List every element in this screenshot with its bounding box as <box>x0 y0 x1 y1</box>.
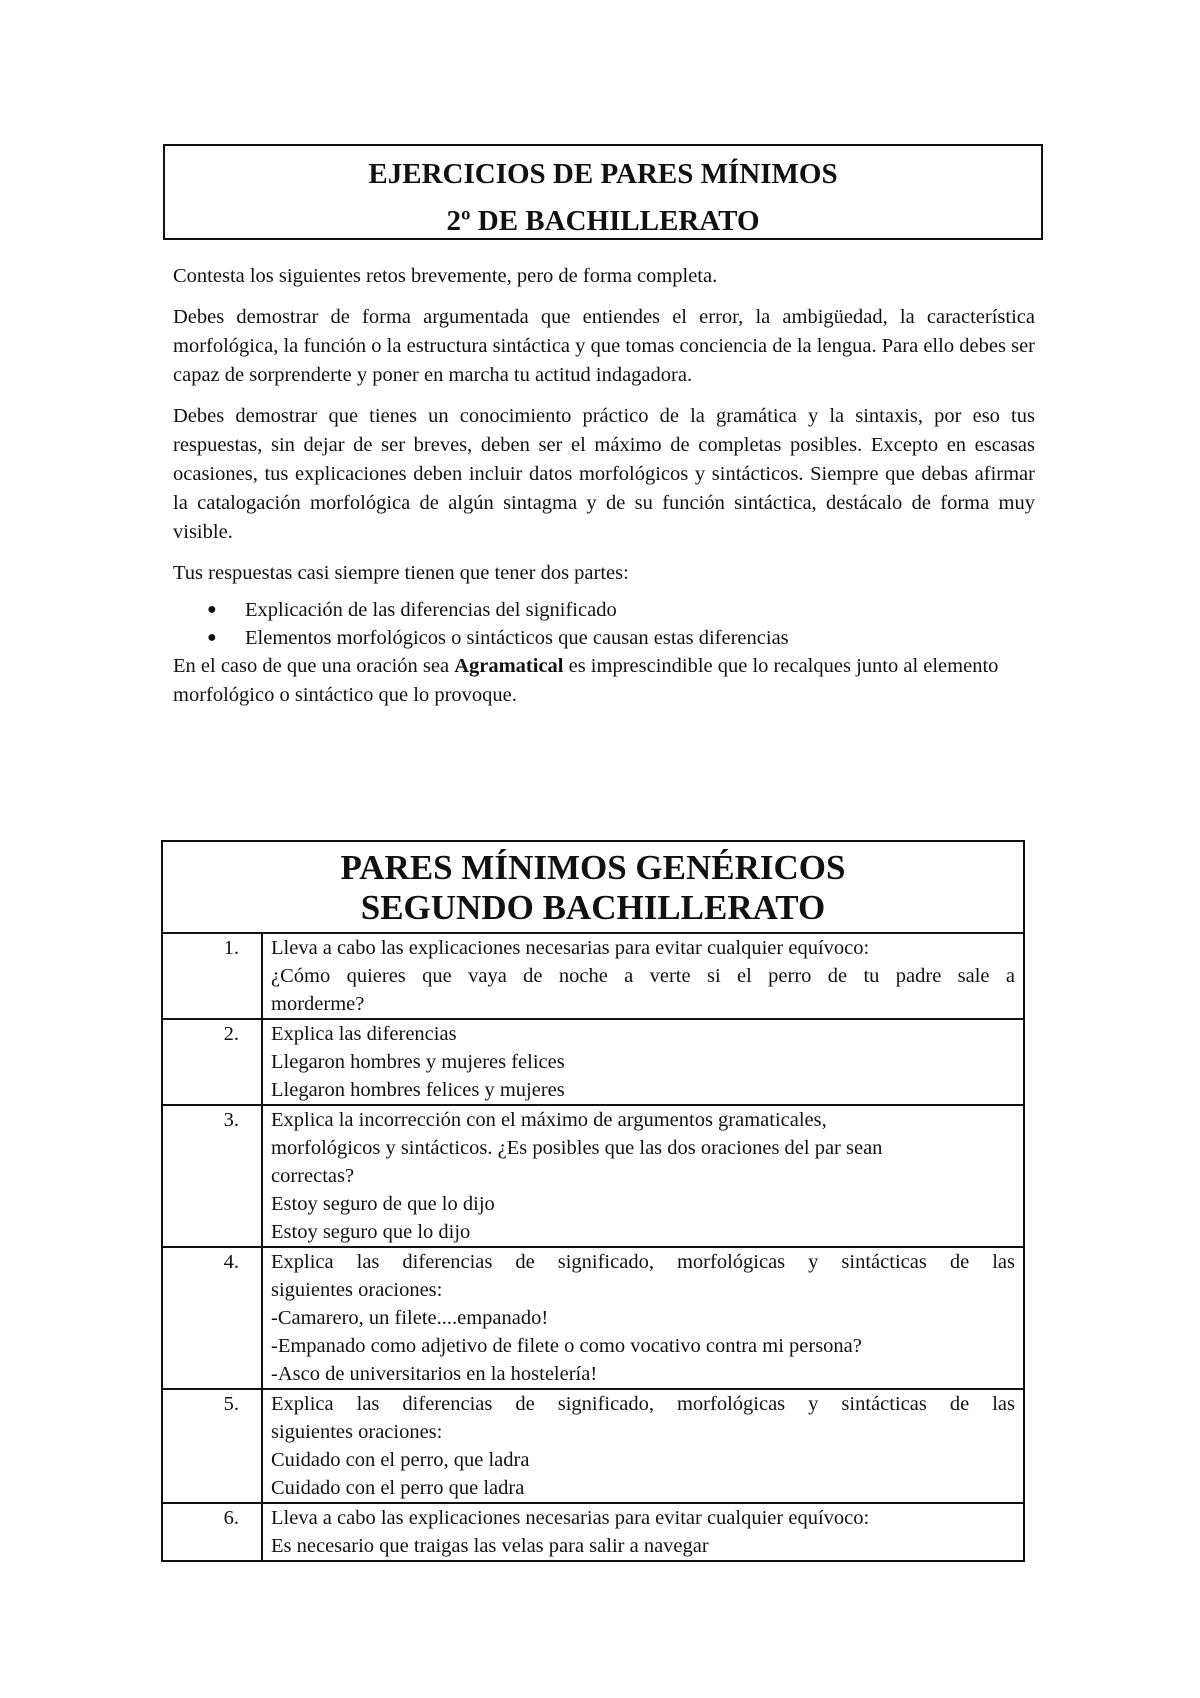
exercise-content: Explica las diferencias de significado, morfológicas y sintácticas de las siguientes oraciones: Cuidado con el perro, que ladra Cuidado con el perro que ladra <box>262 1389 1024 1503</box>
exercise-number: 3. <box>162 1105 262 1247</box>
instructions <box>173 262 1035 722</box>
exercise-number: 4. <box>162 1247 262 1389</box>
table-row <box>162 1389 1024 1503</box>
instruction-paragraph-2: Debes demostrar de forma argumentada que entiendes el error, la ambigüedad, la característica morfológica, la función o la estructura sintáctica y que tomas conciencia de la lengua. Para ello debes ser capaz de sorprenderte y poner en marcha tu actitud indagadora. <box>173 306 1035 386</box>
agramatical-bold: Agramatical <box>454 655 564 677</box>
exercise-content: Lleva a cabo las explicaciones necesarias para evitar cualquier equívoco: ¿Cómo quieres que vaya de noche a verte si el perro de tu padre sale a morderme? <box>262 933 1024 1019</box>
bullet-icon: ● <box>207 601 217 618</box>
exercise-content: Explica la incorrección con el máximo de argumentos gramaticales, morfológicos y sintácticos. ¿Es posibles que las dos oraciones del par sean correctas? Estoy seguro de que lo dijo Estoy seguro que lo dijo <box>262 1105 1024 1247</box>
document-title: EJERCICIOS DE PARES MÍNIMOS <box>368 158 838 190</box>
table-row <box>162 1503 1024 1561</box>
exercise-table <box>161 840 1025 1562</box>
instruction-paragraph-5: En el caso de que una oración sea Agramatical es imprescindible que lo recalques junto al elemento morfológico o sintáctico que lo provoque. <box>173 655 999 706</box>
exercise-content: Lleva a cabo las explicaciones necesarias para evitar cualquier equívoco: Es necesario que traigas las velas para salir a navegar <box>262 1503 1024 1561</box>
instruction-paragraph-3: Debes demostrar que tienes un conocimiento práctico de la gramática y la sintaxis, por eso tus respuestas, sin dejar de ser breves, deben ser el máximo de completas posibles. Excepto en escasas ocasiones, tus explicaciones deben incluir datos morfológicos y sintácticos. Siempre que debas afirmar la catalogación morfológica de algún sintagma y de su función sintáctica, destácalo de forma muy visible. <box>173 405 1035 543</box>
exercise-content: Explica las diferencias Llegaron hombres y mujeres felices Llegaron hombres felices y mujeres <box>262 1019 1024 1105</box>
instruction-paragraph-4: Tus respuestas casi siempre tienen que tener dos partes: <box>173 562 629 584</box>
exercise-number: 6. <box>162 1503 262 1561</box>
table-row <box>162 933 1024 1019</box>
table-heading-row <box>162 841 1024 933</box>
exercise-content: Explica las diferencias de significado, morfológicas y sintácticas de las siguientes oraciones: -Camarero, un filete....empanado! -Empanado como adjetivo de filete o como vocativo contra mi persona? -Asco de universitarios en la hostelería! <box>262 1247 1024 1389</box>
table-heading: PARES MÍNIMOS GENÉRICOS SEGUNDO BACHILLERATO <box>162 841 1024 933</box>
exercise-number: 1. <box>162 933 262 1019</box>
bullet-list <box>173 596 1035 652</box>
table-row <box>162 1247 1024 1389</box>
exercise-number: 2. <box>162 1019 262 1105</box>
exercise-number: 5. <box>162 1389 262 1503</box>
bullet-icon: ● <box>207 629 217 646</box>
list-item: ● Explicación de las diferencias del significado <box>245 596 1035 624</box>
table-row <box>162 1105 1024 1247</box>
instruction-paragraph-1: Contesta los siguientes retos brevemente, pero de forma completa. <box>173 265 718 287</box>
table-row <box>162 1019 1024 1105</box>
list-item: ● Elementos morfológicos o sintácticos que causan estas diferencias <box>245 624 1035 652</box>
title-box <box>163 144 1043 240</box>
document-subtitle: 2º DE BACHILLERATO <box>446 205 760 237</box>
